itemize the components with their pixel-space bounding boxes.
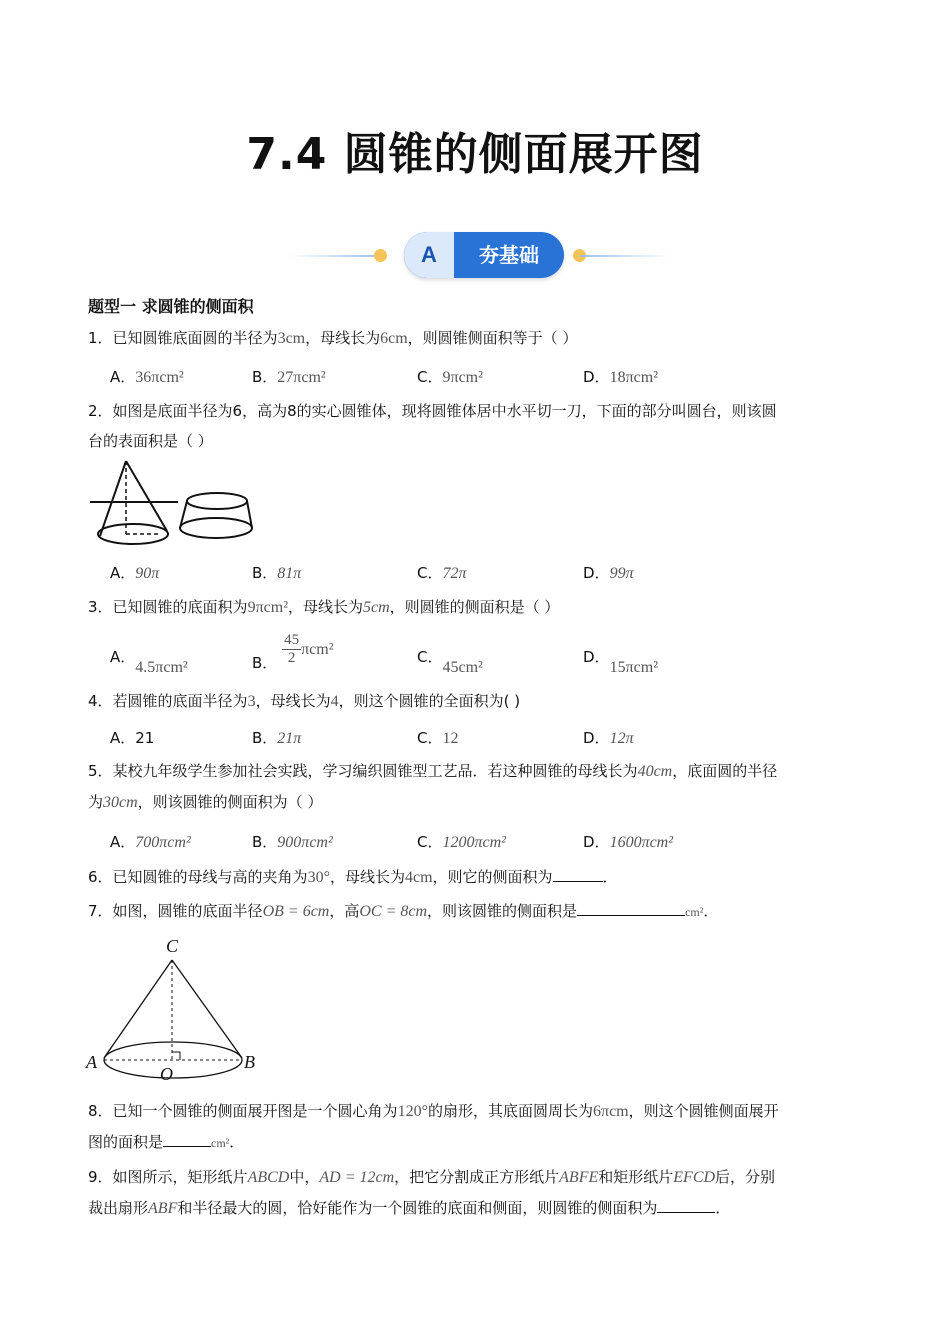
q4-option-d: D．12π [583,729,634,747]
answer-blank[interactable] [163,1128,211,1147]
q1-option-d: D．18πcm² [583,368,658,386]
label-c: C [166,936,179,956]
q3-option-d: D．15πcm² [583,648,658,676]
q2-option-b: B．81π [252,564,302,582]
q4-option-b: B．21π [252,729,302,747]
q2-cone-figure [88,458,263,550]
q2-option-d: D．99π [583,564,634,582]
label-b: B [244,1052,255,1072]
q5-option-b: B．900πcm² [252,833,333,851]
banner-line-left [290,255,380,257]
fraction: $\frac{45}{2}$ [284,632,300,666]
question-1: 1．已知圆锥底面圆的半径为3cm，母线长为6cm，则圆锥侧面积等于（ ） [88,329,578,347]
question-3: 3．已知圆锥的底面积为9πcm²，母线长为5cm，则圆锥的侧面积是（ ） [88,598,560,616]
answer-blank[interactable] [577,897,685,916]
banner-letter: A [404,232,454,278]
question-8: 8．已知一个圆锥的侧面展开图是一个圆心角为120°的扇形，其底面圆周长为6πcm，则这个圆锥侧面展开 图的面积是 cm²． [88,1102,779,1151]
q5-option-c: C．1200πcm² [417,833,506,851]
section-banner [290,228,670,284]
question-2: 2．如图是底面半径为6，高为8的实心圆锥体，现将圆锥体居中水平切一刀，下面的部分叫圆台，则该圆 台的表面积是（ ） [88,402,777,450]
answer-blank[interactable] [553,863,603,882]
question-6: 6．已知圆锥的母线与高的夹角为30°，母线长为4cm，则它的侧面积为 ． [88,862,868,893]
q2-option-a: A．90π [110,564,160,582]
label-o: O [160,1064,173,1084]
question-4: 4．若圆锥的底面半径为3，母线长为4，则这个圆锥的全面积为( ) [88,692,521,710]
question-5: 5．某校九年级学生参加社会实践，学习编织圆锥型工艺品．若这种圆锥的母线长为40cm，底面圆的半径 为30cm，则该圆锥的侧面积为（ ） [88,762,778,811]
q2-option-c: C．72π [417,564,467,582]
banner-text: 夯基础 [479,243,539,267]
banner-dot-left [374,249,387,262]
q5-option-a: A．700πcm² [110,833,191,851]
question-9: 9．如图所示，矩形纸片ABCD中，AD = 12cm，把它分割成正方形纸片ABFE和矩形纸片EFCD后，分别 裁出扇形ABF和半径最大的圆，恰好能作为一个圆锥的底面和侧面，则圆锥的侧面积为 ． [88,1168,776,1217]
q1-option-a: A．36πcm² [110,368,184,386]
q3-option-c: C．45cm² [417,648,483,676]
q4-option-c: C．12 [417,729,459,747]
q1-option-c: C．9πcm² [417,368,483,386]
q3-option-a: A．4.5πcm² [110,648,188,676]
question-7: 7．如图，圆锥的底面半径OB = 6cm，高OC = 8cm，则该圆锥的侧面积是 cm²． [88,896,868,927]
banner-pill [404,232,564,278]
q1-option-b: B．27πcm² [252,368,326,386]
q4-option-a: A．21 [110,729,155,747]
q3-option-b: B． $\frac{45}{2}$ πcm² [252,632,334,672]
label-a: A [86,1052,97,1072]
banner-line-right [580,255,670,257]
q7-cone-figure [84,934,274,1086]
section-heading: 题型一 求圆锥的侧面积 [88,297,254,316]
answer-blank[interactable] [657,1194,715,1213]
page-title: 7.4 圆锥的侧面展开图 [246,129,704,180]
q5-option-d: D．1600πcm² [583,833,674,851]
